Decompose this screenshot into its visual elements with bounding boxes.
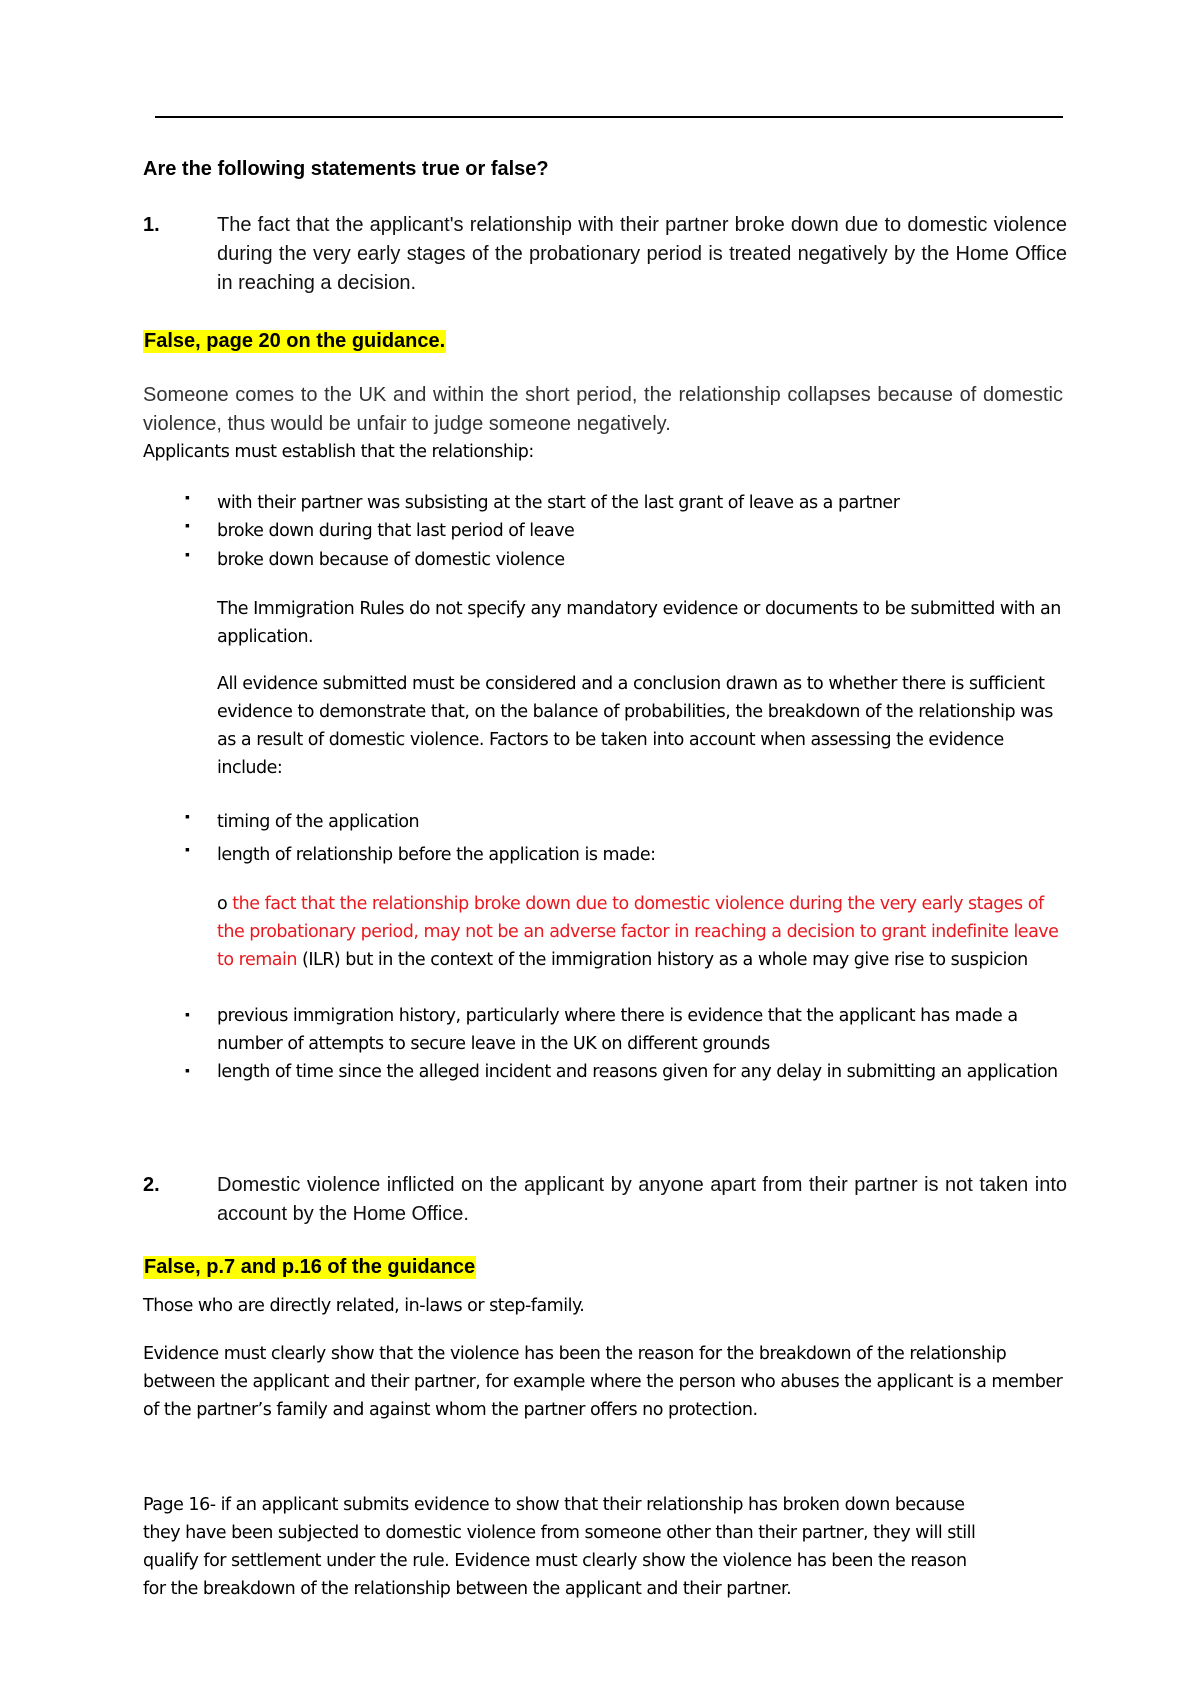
answer-2-highlight: False, p.7 and p.16 of the guidance — [144, 1256, 476, 1278]
bullet-marker: ▪ — [185, 519, 190, 534]
list-item: timing of the application — [217, 812, 420, 832]
page-heading: Are the following statements true or false? — [143, 158, 549, 180]
top-rule — [155, 116, 1063, 118]
list-item: length of relationship before the application is made: — [217, 845, 656, 865]
answer-1-explanation: Someone comes to the UK and within the short period, the relationship collapses because of domestic violence, thus would be unfair to judge someone negatively. — [143, 384, 1063, 435]
question-1-text: The fact that the applicant's relationship with their partner broke down due to domestic violence during the very early stages of the probationary period is treated negatively by the Home Office in reaching a decision. — [217, 214, 1067, 294]
question-2-number: 2. — [143, 1174, 160, 1196]
sub-list-marker: o — [217, 894, 228, 914]
list-item: with their partner was subsisting at the start of the last grant of leave as a partner — [217, 493, 900, 513]
list-item: previous immigration history, particularly where there is evidence that the applicant has made a number of attempts to secure leave in the UK on different grounds — [217, 1006, 1018, 1054]
bullet-marker: ▪ — [185, 1008, 190, 1023]
answer-2-line: Those who are directly related, in-laws or step-family. — [143, 1296, 585, 1316]
list-item: broke down because of domestic violence — [217, 550, 565, 570]
list-item: broke down during that last period of leave — [217, 521, 575, 541]
question-2-text: Domestic violence inflicted on the applicant by anyone apart from their partner is not taken into account by the Home Office. — [217, 1174, 1067, 1225]
bullet-marker: ▪ — [185, 810, 190, 825]
answer-2-paragraph-page16: Page 16- if an applicant submits evidence to show that their relationship has broken down because they have been subjected to domestic violence from someone other than their partner, they will still qualify for settlement under the rule. Evidence must clearly show the violence has been the reason for the breakdown of the relationship between the applicant and their partner. — [143, 1495, 976, 1599]
answer-1-highlight: False, page 20 on the guidance. — [144, 330, 446, 352]
sub-list-item — [217, 890, 1067, 974]
red-highlight-text: the fact that the relationship broke down due to domestic violence during the very early stages of the probationary period, may not be an adverse factor in reaching a decision to grant indefinite leave to remain — [217, 894, 1059, 970]
bullet-marker: ▪ — [185, 1064, 190, 1079]
sub-list-rest-text: (ILR) but in the context of the immigration history as a whole may give rise to suspicion — [296, 950, 1028, 970]
question-1-number: 1. — [143, 214, 160, 236]
answer-1-intro: Applicants must establish that the relationship: — [143, 442, 534, 462]
list-item: length of time since the alleged incident and reasons given for any delay in submitting an application — [217, 1062, 1058, 1082]
bullet-marker: ▪ — [185, 491, 190, 506]
bullet-marker: ▪ — [185, 843, 190, 858]
paragraph-mandatory-evidence: The Immigration Rules do not specify any mandatory evidence or documents to be submitted with an application. — [217, 599, 1061, 647]
answer-2-paragraph-evidence: Evidence must clearly show that the violence has been the reason for the breakdown of the relationship between the applicant and their partner, for example where the person who abuses the applicant is a member of the partner’s family and against whom the partner offers no protection. — [143, 1344, 1063, 1420]
paragraph-evidence-assessment: All evidence submitted must be considered and a conclusion drawn as to whether there is sufficient evidence to demonstrate that, on the balance of probabilities, the breakdown of the relationship was as a result of domestic violence. Factors to be taken into account when assessing the evidence include: — [217, 674, 1053, 778]
bullet-marker: ▪ — [185, 548, 190, 563]
